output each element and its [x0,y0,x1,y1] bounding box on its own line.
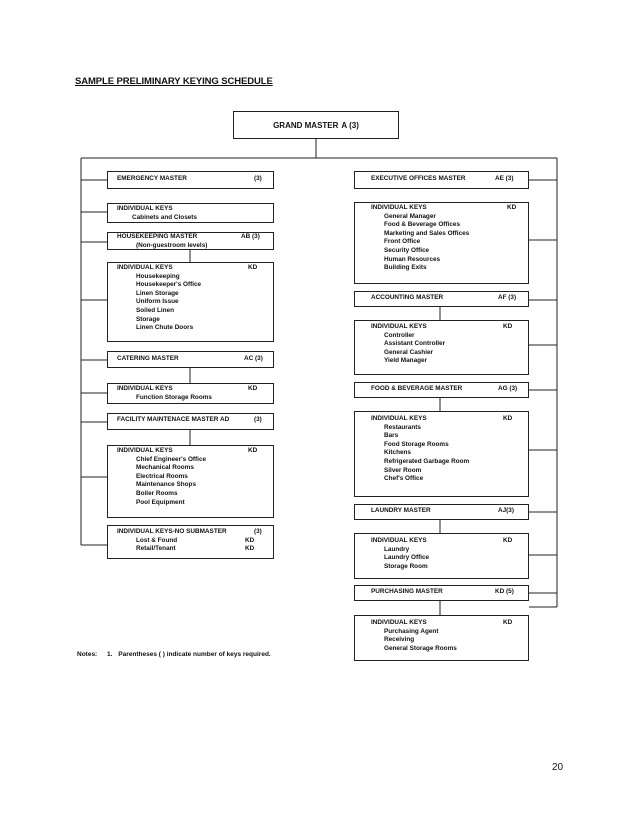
individual-keys-label: INDIVIDUAL KEYS [371,619,427,626]
key-item: Electrical Rooms [136,472,188,480]
no-submaster-label: INDIVIDUAL KEYS-NO SUBMASTER [117,528,227,535]
accounting-master-box [354,291,529,307]
laundry-master-code: AJ(3) [498,507,514,514]
individual-keys-code: KD [503,323,513,330]
key-item: Housekeeping [136,272,180,280]
individual-keys-code: KD [507,204,517,211]
key-item: General Cashier [384,348,434,356]
key-item: Chief Engineer's Office [136,455,207,463]
key-item: Uniform Issue [136,298,179,306]
key-item: Lost & Found [136,536,178,544]
no-submaster-code: (3) [254,528,262,535]
individual-keys-label: INDIVIDUAL KEYS [371,415,427,422]
notes [77,651,271,658]
individual-keys-label: INDIVIDUAL KEYS [117,385,173,392]
purchasing-master-code: KD (5) [495,588,514,595]
individual-keys-code: KD [248,447,258,454]
key-item: Marketing and Sales Offices [384,229,470,237]
individual-keys-box-l2 [107,262,274,342]
key-item: Silver Room [384,466,422,474]
purchasing-master-label: PURCHASING MASTER [371,588,443,595]
grand-master-label: GRAND MASTER [273,120,339,130]
laundry-master-label: LAUNDRY MASTER [371,507,431,514]
individual-keys-box-l1 [107,203,274,223]
key-item: Receiving [384,636,415,644]
key-item: Storage Room [384,562,428,570]
individual-keys-box-r2 [354,320,529,375]
grand-master-code: A (3) [341,120,359,130]
key-item: Retail/Tenant [136,545,176,553]
catering-master-box [107,351,274,368]
individual-keys-box-r5 [354,615,529,661]
key-item: Laundry Office [384,554,430,562]
key-item: Storage [136,315,160,323]
notes-number: 1. [107,651,113,658]
key-item: Building Exits [384,264,427,272]
key-item-code: KD [245,545,255,553]
individual-keys-label: INDIVIDUAL KEYS [117,264,173,271]
notes-text: Parentheses ( ) indicate number of keys required. [118,651,271,658]
individual-keys-box-r3 [354,411,529,497]
key-item: Maintenance Shops [136,481,197,489]
key-item: Pool Equipment [136,498,185,506]
food-beverage-master-box [354,382,529,398]
individual-keys-box-l4 [107,445,274,518]
food-beverage-master-label: FOOD & BEVERAGE MASTER [371,385,463,392]
key-item: Restaurants [384,423,421,431]
individual-keys-code: KD [503,537,513,544]
accounting-master-code: AF (3) [498,294,517,301]
individual-keys-code: KD [503,415,513,422]
individual-keys-label: INDIVIDUAL KEYS [117,447,173,454]
individual-keys-label: INDIVIDUAL KEYS [117,205,173,212]
key-item: General Storage Rooms [384,644,457,652]
key-item: Soiled Linen [136,306,174,314]
catering-master-label: CATERING MASTER [117,355,179,362]
individual-keys-label: INDIVIDUAL KEYS [371,323,427,330]
individual-keys-box-l3 [107,383,274,404]
key-item-code: KD [245,536,255,544]
key-item: Yield Manager [384,357,428,365]
housekeeping-master-sub: (Non-guestroom levels) [136,241,208,249]
individual-keys-box-r4 [354,533,529,579]
key-item: Security Office [384,246,430,254]
key-item: Front Office [384,238,421,246]
emergency-master-label: EMERGENCY MASTER [117,175,187,182]
key-item: Housekeeper's Office [136,281,202,289]
page-number: 20 [552,762,564,773]
key-item: Boiler Rooms [136,489,178,497]
key-item: Purchasing Agent [384,627,439,635]
key-item: Kitchens [384,449,411,457]
food-beverage-master-code: AG (3) [498,385,518,392]
executive-master-code: AE (3) [495,175,514,182]
laundry-master-box [354,504,529,520]
executive-master-box [354,171,529,189]
emergency-master-box [107,171,274,189]
housekeeping-master-label: HOUSEKEEPING MASTER [117,233,198,240]
key-item: Function Storage Rooms [136,393,212,401]
facility-master-label: FACILITY MAINTENACE MASTER AD [117,416,230,423]
facility-master-box [107,413,274,430]
key-item: General Manager [384,212,436,220]
key-item: Food & Beverage Offices [384,221,460,229]
individual-keys-code: KD [248,385,258,392]
key-item: Laundry [384,545,410,553]
key-item: Mechanical Rooms [136,464,194,472]
housekeeping-master-code: AB (3) [241,233,260,240]
key-item: Bars [384,432,399,440]
key-item: Chef's Office [384,475,424,483]
no-submaster-box [107,525,274,559]
grand-master-box [233,111,399,139]
key-item: Cabinets and Closets [132,213,197,221]
catering-master-code: AC (3) [244,355,263,362]
key-item: Assistant Controller [384,340,446,348]
emergency-master-code: (3) [254,175,262,182]
key-item: Human Resources [384,255,441,263]
housekeeping-master-box [107,232,274,250]
individual-keys-label: INDIVIDUAL KEYS [371,204,427,211]
individual-keys-box-r1 [354,202,529,284]
key-item: Food Storage Rooms [384,440,449,448]
facility-master-code: (3) [254,416,262,423]
notes-label: Notes: [77,651,98,658]
accounting-master-label: ACCOUNTING MASTER [371,294,444,301]
key-item: Linen Chute Doors [136,324,194,332]
executive-master-label: EXECUTIVE OFFICES MASTER [371,175,466,182]
individual-keys-label: INDIVIDUAL KEYS [371,537,427,544]
page-heading: SAMPLE PRELIMINARY KEYING SCHEDULE [75,76,273,87]
individual-keys-code: KD [503,619,513,626]
key-item: Controller [384,331,415,339]
key-item: Refrigerated Garbage Room [384,457,470,465]
purchasing-master-box [354,585,529,601]
individual-keys-code: KD [248,264,258,271]
key-item: Linen Storage [136,289,179,297]
